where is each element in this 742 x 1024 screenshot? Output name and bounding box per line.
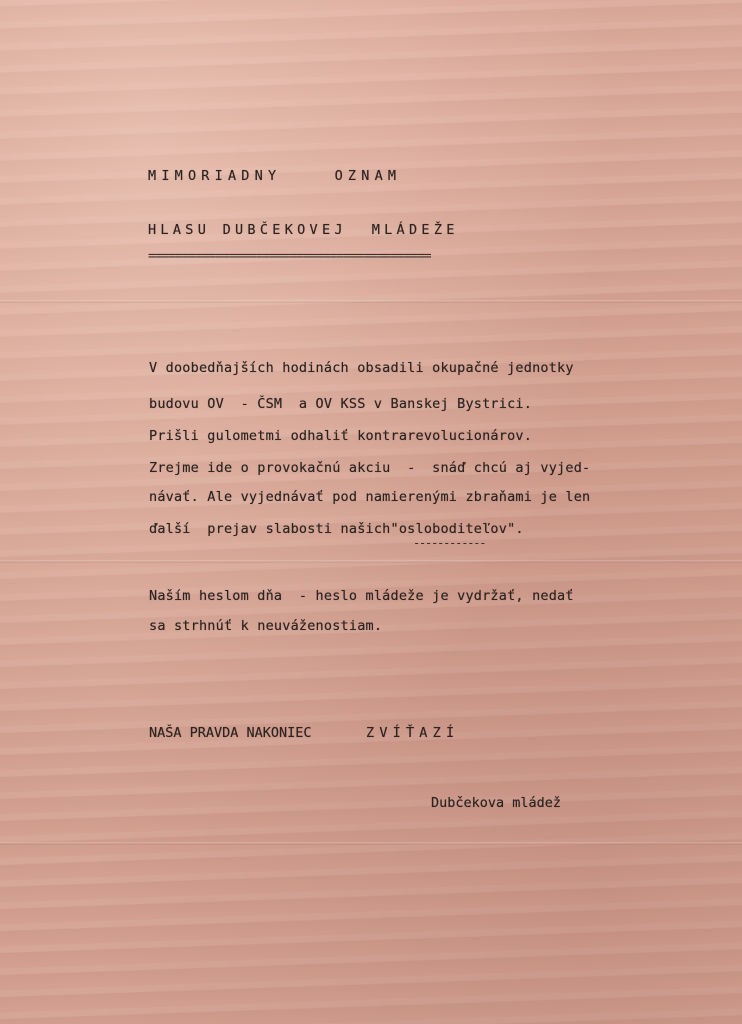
slogan-right: ZVÍŤAZÍ <box>366 725 460 741</box>
paper-fold <box>0 560 742 563</box>
paragraph-2-line-1: Naším heslom dňa - heslo mládeže je vydržať, nedať <box>149 588 574 604</box>
osloboditelov-underline: ------------ <box>413 536 486 550</box>
paragraph-1-line-4: Zrejme ide o provokačnú akciu - snáď chcú aj vyjed- <box>149 460 591 476</box>
title-line-1: MIMORIADNY OZNAM <box>148 168 402 184</box>
paragraph-1-line-3: Prišli gulometmi odhaliť kontrarevolucionárov. <box>149 428 533 444</box>
paragraph-1-line-1: V doobedňajších hodinách obsadili okupačné jednotky <box>149 360 574 376</box>
paragraph-1-line-6: ďalší prejav slabosti našich"osloboditeľov". <box>149 521 524 537</box>
paper-fold <box>0 842 742 845</box>
slogan-left: NAŠA PRAVDA NAKONIEC <box>149 725 312 741</box>
paragraph-1-line-2: budovu OV - ČSM a OV KSS v Banskej Bystrici. <box>149 396 533 412</box>
signature: Dubčekova mládež <box>431 795 562 811</box>
title-line-2: HLASU DUBČEKOVEJ MLÁDEŽE <box>148 222 459 238</box>
paper-fold <box>0 300 742 303</box>
title-double-rule: ========================================== <box>148 249 431 264</box>
paragraph-1-line-5: návať. Ale vyjednávať pod namierenými zbraňami je len <box>149 489 591 505</box>
paragraph-2-line-2: sa strhnúť k neuváženostiam. <box>149 618 383 634</box>
